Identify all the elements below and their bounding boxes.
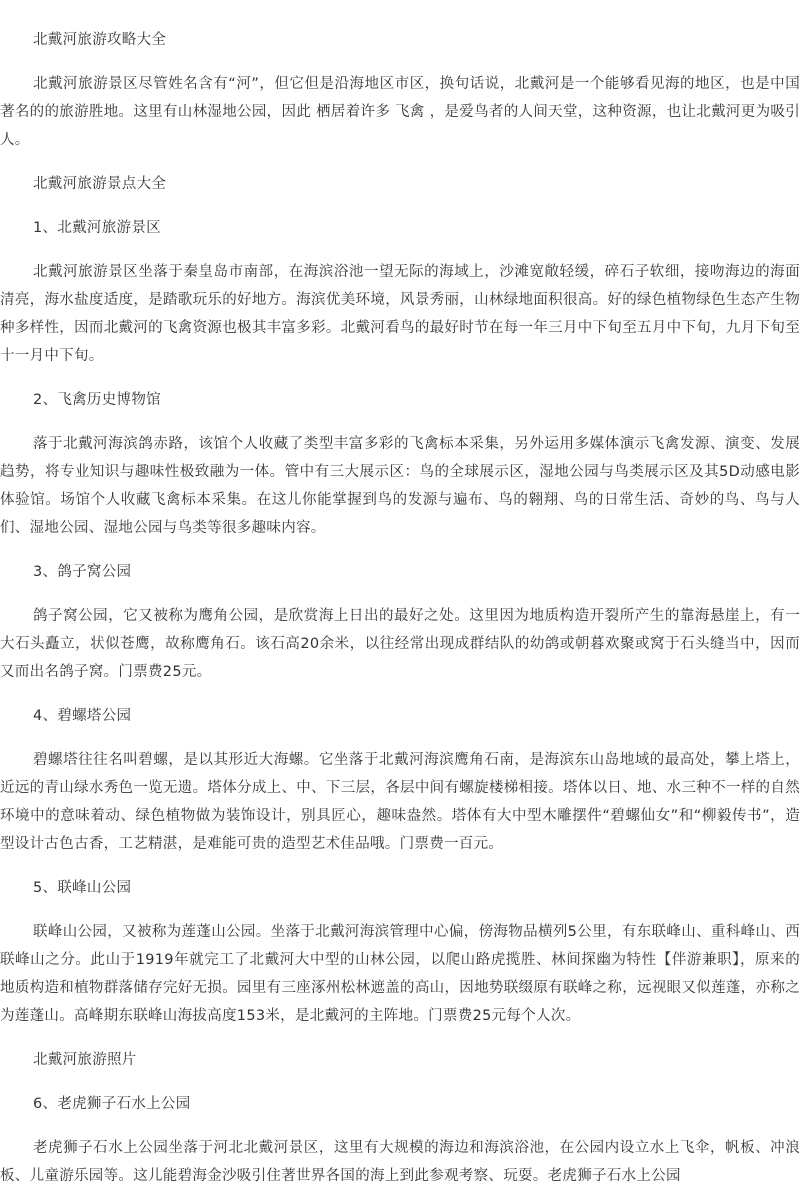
spot-heading: 1、北戴河旅游景区 xyxy=(33,220,161,236)
section-title: 北戴河旅游景点大全 xyxy=(33,176,167,192)
spot-heading: 3、鸽子窝公园 xyxy=(33,564,132,580)
article-title: 北戴河旅游攻略大全 xyxy=(33,32,167,48)
spot-body: 鸽子窝公园，它又被称为鹰角公园，是欣赏海上日出的最好之处。这里因为地质构造开裂所产生的靠海悬崖上，有一大石头矗立，状似苍鹰，故称鹰角石。该石高20余米，以往经常出现成群结队的幼鸽或朝暮欢聚或窝于石头缝当中，因而又而出名鸽子窝。门票费25元。 xyxy=(0,608,800,680)
photos-title: 北戴河旅游照片 xyxy=(33,1052,137,1068)
spot-body: 联峰山公园，又被称为莲蓬山公园。坐落于北戴河海滨管理中心偏，傍海物品横列5公里，有东联峰山、重科峰山、西联峰山之分。此山于1919年就完工了北戴河大中型的山林公园，以爬山路虎揽胜、林间探幽为特性【伴游兼职】，原来的地质构造和植物群落储存完好无损。园里有三座涿州松林遮盖的高山，因地势联缀原有联峰之称，远视眼又似莲蓬，亦称之为莲蓬山。高峰期东联峰山海拔高度153米，是北戴河的主阵地。门票费25元每个人次。 xyxy=(0,924,800,1024)
spot-body: 老虎狮子石水上公园坐落于河北北戴河景区，这里有大规模的海边和海滨浴池，在公园内设立水上飞伞，帆板、冲浪板、儿童游乐园等。这儿能碧海金沙吸引住著世界各国的海上到此参观考察、玩耍。老虎狮子石水上公园 xyxy=(0,1140,800,1184)
spot-heading: 5、联峰山公园 xyxy=(33,880,132,896)
spot-body: 落于北戴河海滨鸽赤路，该馆个人收藏了类型丰富多彩的飞禽标本采集，另外运用多媒体演示飞禽发源、演变、发展趋势，将专业知识与趣味性极致融为一体。管中有三大展示区：鸟的全球展示区，湿地公园与鸟类展示区及其5D动感电影体验馆。场馆个人收藏飞禽标本采集。在这儿你能掌握到鸟的发源与遍布、鸟的翱翔、鸟的日常生活、奇妙的鸟、鸟与人们、湿地公园、湿地公园与鸟类等很多趣味内容。 xyxy=(0,436,800,536)
spot-body: 碧螺塔往往名叫碧螺，是以其形近大海螺。它坐落于北戴河海滨鹰角石南，是海滨东山岛地域的最高处，攀上塔上，近远的青山绿水秀色一览无遗。塔体分成上、中、下三层，各层中间有螺旋楼梯相接。塔体以日、地、水三种不一样的自然环境中的意味着动、绿色植物做为装饰设计，别具匠心，趣味盎然。塔体有大中型木雕摆件“碧螺仙女”和“柳毅传书”，造型设计古色古香，工艺精湛，是难能可贵的造型艺术佳品哦。门票费一百元。 xyxy=(0,752,800,852)
spot-heading: 6、老虎狮子石水上公园 xyxy=(33,1096,191,1112)
intro-paragraph: 北戴河旅游景区尽管姓名含有“河”，但它但是沿海地区市区，换句话说，北戴河是一个能够看见海的地区，也是中国著名的的旅游胜地。这里有山林湿地公园，因此 栖居着许多 飞禽 ，是爱鸟者的人间天堂，这种资源，也让北戴河更为吸引人。 xyxy=(0,76,800,148)
spot-heading: 2、飞禽历史博物馆 xyxy=(33,392,161,408)
spot-heading: 4、碧螺塔公园 xyxy=(33,708,132,724)
spot-body: 北戴河旅游景区坐落于秦皇岛市南部，在海滨浴池一望无际的海域上，沙滩宽敞轻缓，碎石子软细，接吻海边的海面清亮，海水盐度适度，是踏歌玩乐的好地方。海滨优美环境，风景秀丽，山林绿地面积很高。好的绿色植物绿色生态产生物种多样性，因而北戴河的飞禽资源也极其丰富多彩。北戴河看鸟的最好时节在每一年三月中下旬至五月中下旬，九月下旬至十一月中下旬。 xyxy=(0,264,800,364)
